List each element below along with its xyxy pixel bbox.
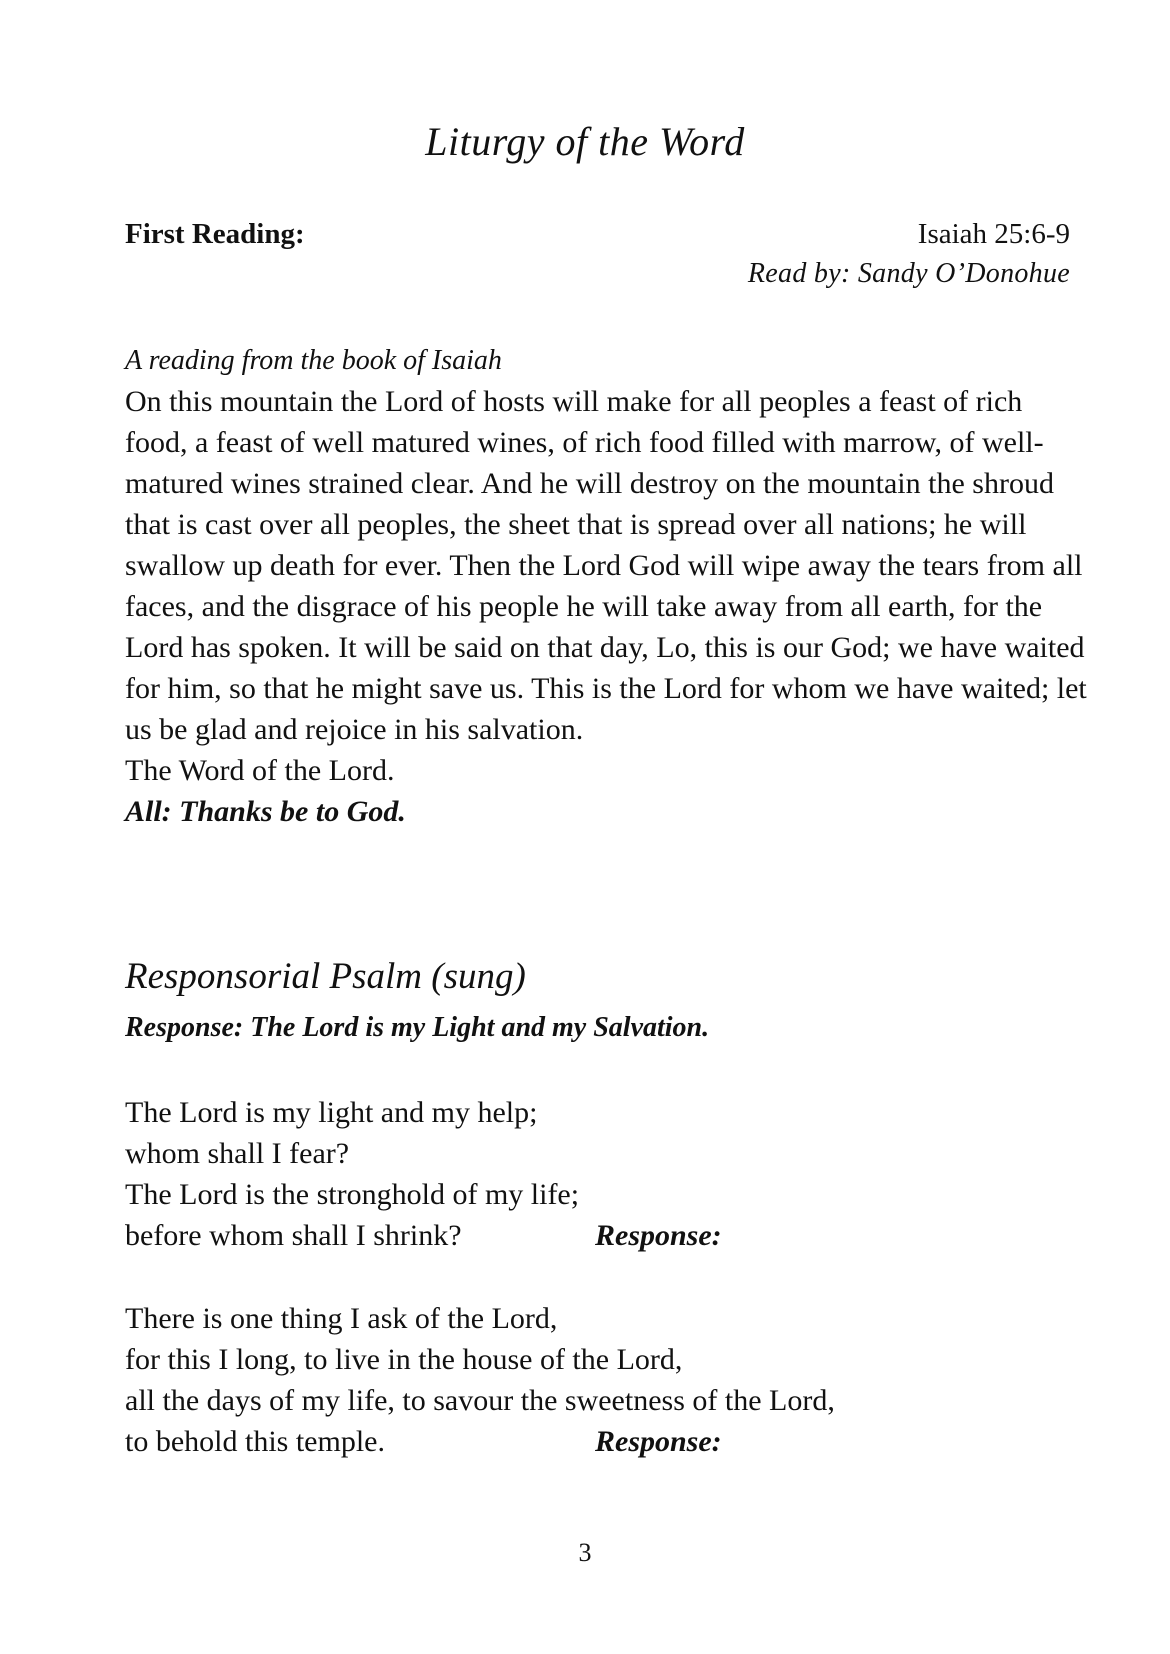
psalm-line: for this I long, to live in the house of the Lord, [125, 1343, 683, 1376]
psalm-line: The Lord is my light and my help; [125, 1096, 538, 1129]
first-reading-body [125, 340, 1090, 832]
response-cue: Response: [595, 1219, 722, 1252]
reading-closing: The Word of the Lord. [125, 754, 395, 787]
scripture-reference: Isaiah 25:6-9 [917, 218, 1070, 250]
reading-intro: A reading from the book of Isaiah [125, 345, 502, 376]
psalm-line: The Lord is the stronghold of my life; [125, 1178, 580, 1211]
psalm-line: all the days of my life, to savour the sweetness of the Lord, [125, 1384, 835, 1417]
psalm-title: Responsorial Psalm (sung) [125, 956, 526, 997]
page-title: Liturgy of the Word [425, 119, 745, 164]
psalm-line: There is one thing I ask of the Lord, [125, 1302, 558, 1335]
first-reading-header [125, 218, 1070, 298]
psalm-line-with-cue [125, 1215, 1075, 1256]
psalm-line: whom shall I fear? [125, 1137, 350, 1170]
psalm-line: to behold this temple. [125, 1425, 385, 1458]
response-cue: Response: [595, 1425, 722, 1458]
acclamation: All: Thanks be to God. [125, 795, 406, 828]
first-reading-label: First Reading: [125, 218, 305, 250]
psalm-response: Response: The Lord is my Light and my Salvation. [125, 1012, 710, 1043]
page-number: 3 [578, 1538, 592, 1567]
psalm-line: before whom shall I shrink? [125, 1219, 462, 1252]
psalm-stanza [125, 1092, 1075, 1256]
psalm-stanza [125, 1298, 1075, 1462]
reading-text: On this mountain the Lord of hosts will make for all peoples a feast of rich food, a feast of well matured wines, of rich food filled with marrow, of well-matured wines strained clear. And he will destroy on the mountain the shroud that is cast over all peoples, the sheet that is spread over all nations; he will swallow up death for ever. Then the Lord God will wipe away the tears from all faces, and the disgrace of his people he will take away from all earth, for the Lord has spoken. It will be said on that day, Lo, this is our God; we have waited for him, so that he might save us. This is the Lord for whom we have waited; let us be glad and rejoice in his salvation. [125, 385, 1087, 746]
psalm-line-with-cue [125, 1421, 1075, 1462]
reader-credit: Read by: Sandy O’Donohue [747, 258, 1070, 289]
